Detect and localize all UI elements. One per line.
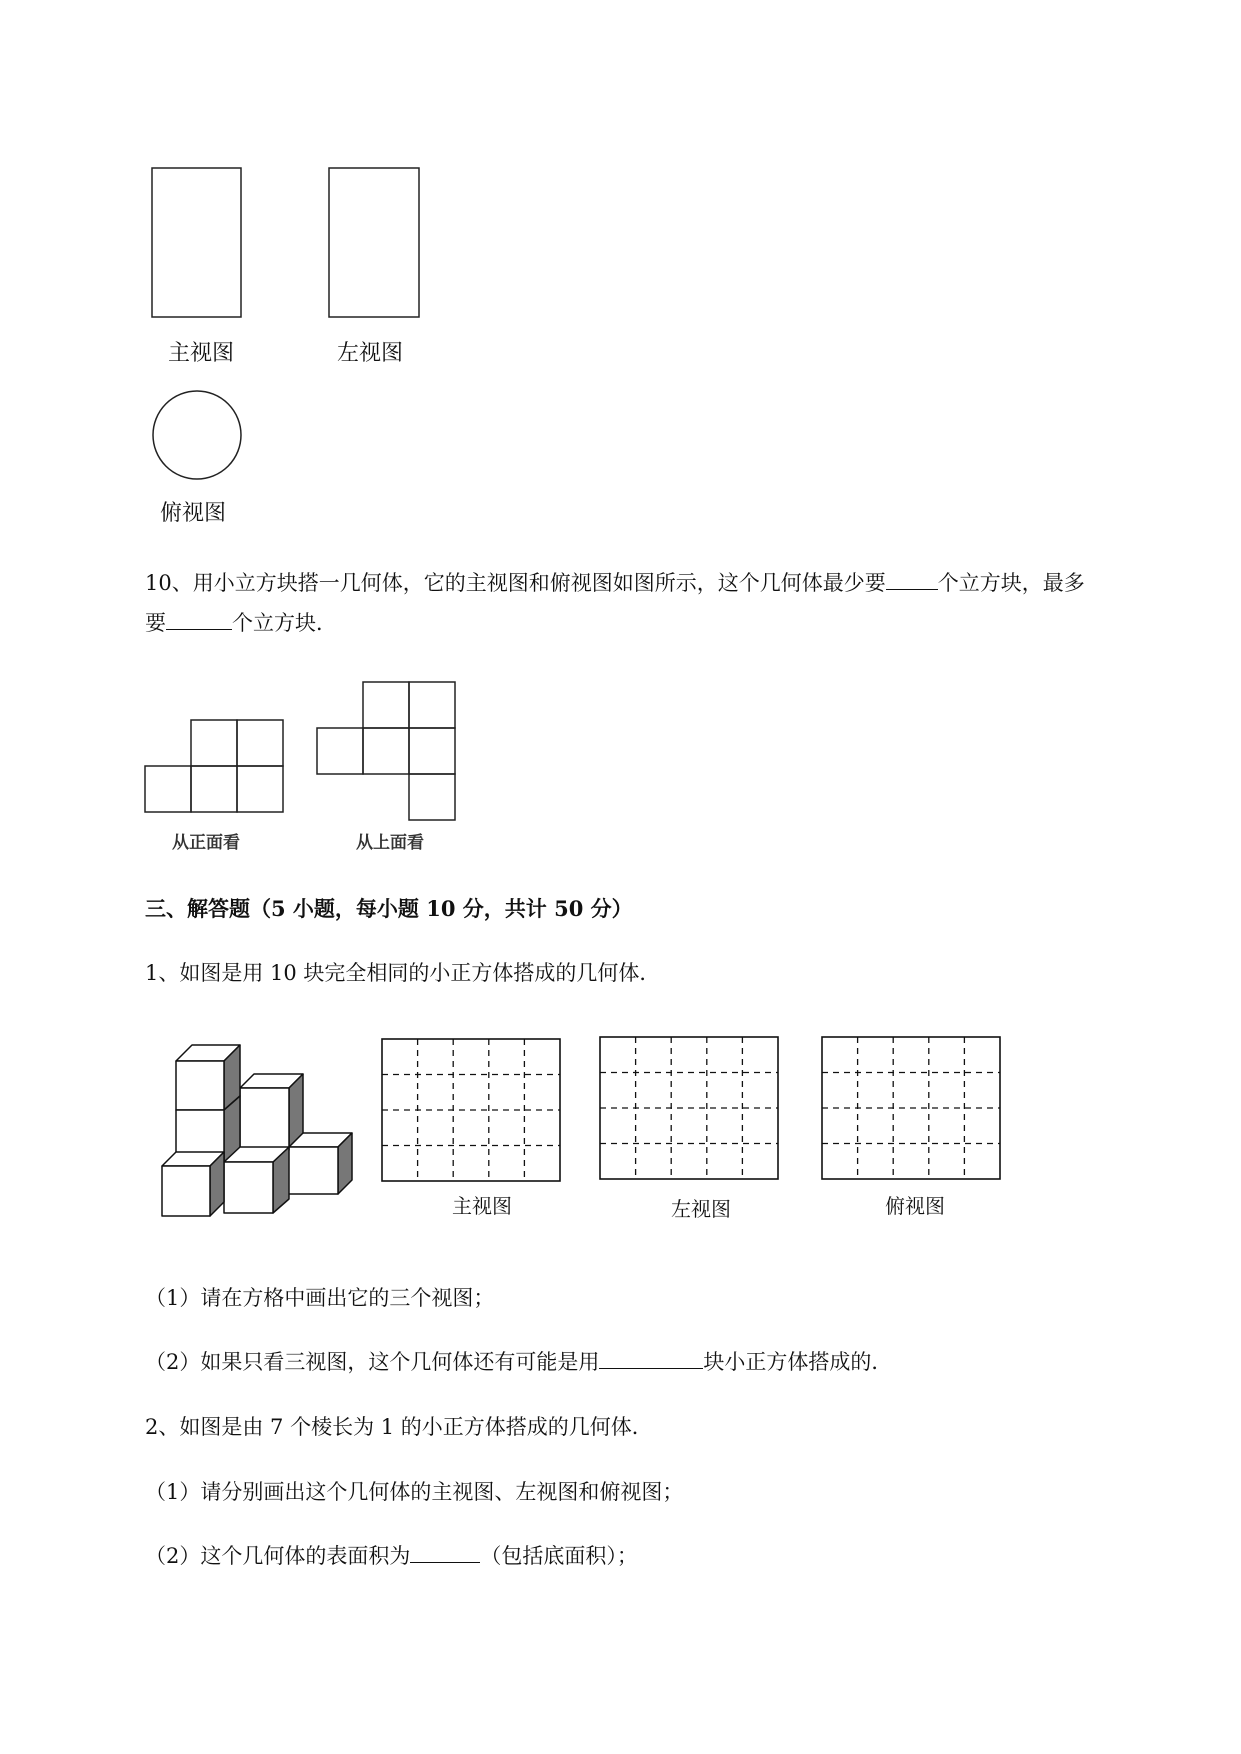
top-view-answer-grid[interactable] [822,1037,1000,1179]
q10-line2: 要 个立方块． [145,611,337,635]
top-view-label: 俯视图 [160,501,227,526]
front-view-label: 主视图 [168,341,235,366]
q10-line1: 10、用小立方块搭一几何体，它的主视图和俯视图如图所示，这个几何体最少要 个立方块，最多 [145,571,1085,595]
p1-sub2: （2）如果只看三视图，这个几何体还有可能是用 块小正方体搭成的． [145,1350,893,1374]
q10-top-caption: 从上面看 [356,833,424,853]
grid-label-top: 俯视图 [885,1194,945,1218]
p1-stem: 1、如图是用 10 块完全相同的小正方体搭成的几何体． [145,961,661,985]
p2-blank-area[interactable] [410,1542,480,1563]
q10-front-caption: 从正面看 [172,833,240,853]
p1-sub1: （1）请在方格中画出它的三个视图； [145,1286,495,1310]
left-view-answer-grid[interactable] [600,1037,778,1179]
p1-blank-count[interactable] [599,1348,703,1369]
p2-sub2: （2）这个几何体的表面积为 （包括底面积）； [145,1544,638,1568]
left-view-label: 左视图 [337,341,404,366]
grid-label-left: 左视图 [671,1197,731,1221]
front-view-answer-grid[interactable] [382,1039,560,1181]
p2-stem: 2、如图是由 7 个棱长为 1 的小正方体搭成的几何体． [145,1415,653,1439]
grid-label-front: 主视图 [452,1194,512,1218]
section-3-heading: 三、解答题（5 小题，每小题 10 分，共计 50 分） [145,896,633,921]
p2-sub1: （1）请分别画出这个几何体的主视图、左视图和俯视图； [145,1480,684,1504]
